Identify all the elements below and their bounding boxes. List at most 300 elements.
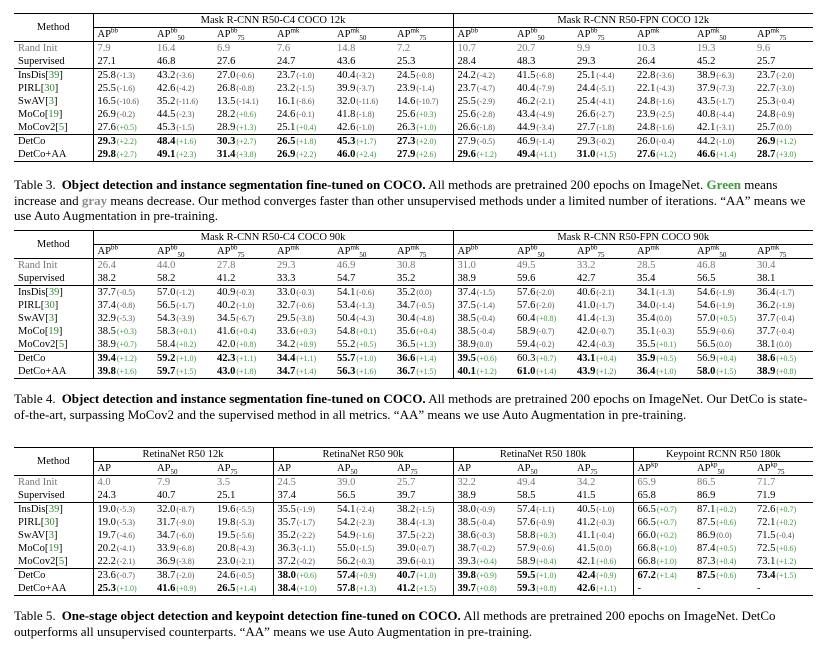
cell-value: 24.6 bbox=[217, 570, 236, 581]
cell-value: 43.6 bbox=[337, 56, 356, 67]
table-cell bbox=[693, 516, 753, 529]
cell-value: 55.7 bbox=[337, 353, 356, 364]
table-cell bbox=[753, 82, 813, 95]
cell-value: 73.4 bbox=[757, 570, 776, 581]
cell-value: 38.5 bbox=[457, 517, 476, 528]
cell-delta: (+1.8) bbox=[296, 137, 317, 146]
cell-delta: (+1.1) bbox=[296, 354, 317, 363]
cell-value: 34.1 bbox=[637, 287, 656, 298]
cell-value: 28.7 bbox=[757, 149, 776, 160]
table-cell bbox=[213, 82, 273, 95]
cell-delta: (-9.0) bbox=[176, 518, 195, 527]
citation-ref: 19 bbox=[48, 326, 59, 337]
table-cell bbox=[393, 299, 453, 312]
citation-ref: 30 bbox=[44, 517, 55, 528]
caption-text: means decrease. Our method converges faster than other unsupervised methods under a limited number of iterations. “AA” means we use Auto Augmentation in pre-training. bbox=[14, 192, 806, 223]
cell-value: 38.6 bbox=[757, 353, 776, 364]
cell-delta: (-4.9) bbox=[536, 110, 555, 119]
cell-delta: (-1.3) bbox=[416, 518, 435, 527]
cell-value: 35.4 bbox=[637, 313, 656, 324]
cell-value: - bbox=[697, 583, 701, 594]
cell-delta: (+1.0) bbox=[176, 354, 197, 363]
cell-value: 26.6 bbox=[457, 122, 476, 133]
table-cell bbox=[633, 338, 693, 352]
table-cell bbox=[693, 299, 753, 312]
method-name: SwAV[3] bbox=[18, 96, 58, 107]
table-cell bbox=[753, 121, 813, 135]
cell-value: 41.4 bbox=[577, 313, 596, 324]
table-cell bbox=[573, 259, 633, 273]
cell-delta: (+0.8) bbox=[536, 314, 557, 323]
cell-value: 40.2 bbox=[217, 300, 236, 311]
cell-delta: (-1.7) bbox=[296, 518, 315, 527]
metric-header: $AP^{bb}_{50}$ bbox=[513, 28, 573, 42]
cell-delta: (-1.5) bbox=[296, 84, 315, 93]
cell-value: 23.2 bbox=[277, 83, 296, 94]
cell-value: 49.1 bbox=[157, 149, 176, 160]
method-name: MoCo[19] bbox=[18, 326, 63, 337]
cell-delta: (-0.4) bbox=[776, 531, 795, 540]
table-cell bbox=[753, 42, 813, 56]
table-cell bbox=[273, 42, 333, 56]
table-row bbox=[14, 55, 813, 69]
table-cell bbox=[573, 503, 633, 517]
cell-value: 35.1 bbox=[637, 326, 656, 337]
cell-delta: (-0.8) bbox=[416, 71, 435, 80]
group-title: RetinaNet R50 12k bbox=[142, 449, 224, 460]
cell-value: 65.8 bbox=[637, 490, 656, 501]
table-cell bbox=[513, 148, 573, 162]
table-cell bbox=[753, 325, 813, 338]
cell-delta: (+1.5) bbox=[596, 150, 617, 159]
table-cell bbox=[93, 352, 153, 366]
cell-delta: (-0.2) bbox=[116, 110, 135, 119]
cell-value: 37.4 bbox=[97, 300, 116, 311]
cell-delta: (+0.2) bbox=[716, 505, 737, 514]
cell-value: 42.4 bbox=[577, 339, 596, 350]
cell-value: 31.0 bbox=[457, 260, 476, 271]
table-cell bbox=[453, 121, 513, 135]
cell-value: 27.0 bbox=[217, 70, 236, 81]
cell-value: 72.5 bbox=[757, 543, 776, 554]
table-cell bbox=[93, 121, 153, 135]
cell-delta: (+0.6) bbox=[476, 354, 497, 363]
cell-value: 58.9 bbox=[517, 556, 536, 567]
metric-header: AP bbox=[93, 462, 153, 476]
cell-delta: (-4.3) bbox=[236, 544, 255, 553]
metric-header: $AP^{bb}$ bbox=[453, 245, 513, 259]
cell-value: 41.8 bbox=[337, 109, 356, 120]
cell-delta: (-1.9) bbox=[296, 505, 315, 514]
cell-value: 35.9 bbox=[637, 353, 656, 364]
cell-delta: (+0.5) bbox=[716, 544, 737, 553]
table-cell bbox=[273, 529, 333, 542]
cell-value: 38.4 bbox=[277, 583, 296, 594]
table-cell bbox=[753, 529, 813, 542]
table-cell bbox=[393, 95, 453, 108]
cell-delta: (-2.4) bbox=[356, 505, 375, 514]
table-cell bbox=[213, 286, 273, 300]
table-cell bbox=[753, 148, 813, 162]
cell-delta: (-1.3) bbox=[596, 314, 615, 323]
cell-delta: (-0.3) bbox=[236, 288, 255, 297]
table-cell bbox=[153, 95, 213, 108]
table-cell bbox=[393, 286, 453, 300]
cell-value: 30.4 bbox=[397, 313, 416, 324]
metric-header: $AP^{mk}_{50}$ bbox=[693, 245, 753, 259]
cell-delta: (-4.4) bbox=[596, 71, 615, 80]
cell-delta: (+0.5) bbox=[356, 340, 377, 349]
cell-value: 44.0 bbox=[157, 260, 176, 271]
table-cell bbox=[393, 325, 453, 338]
cell-value: 24.4 bbox=[577, 83, 596, 94]
cell-value: 39.8 bbox=[97, 366, 116, 377]
cell-value: 61.0 bbox=[517, 366, 536, 377]
metric-header: $AP^{kp}_{75}$ bbox=[753, 462, 813, 476]
table-cell bbox=[693, 489, 753, 503]
cell-delta: (-1.3) bbox=[356, 301, 375, 310]
cell-value: 6.9 bbox=[217, 43, 231, 54]
method-name: MoCov2[5] bbox=[18, 339, 68, 350]
table-cell bbox=[153, 555, 213, 569]
cell-value: 39.5 bbox=[457, 353, 476, 364]
cell-value: 45.2 bbox=[697, 56, 716, 67]
table-cell bbox=[633, 516, 693, 529]
table-row bbox=[14, 352, 813, 366]
caption-title: One-stage object detection and keypoint detection fine-tuned on COCO. bbox=[61, 608, 461, 623]
cell-value: 24.7 bbox=[277, 56, 296, 67]
table-cell bbox=[693, 325, 753, 338]
cell-value: 28.2 bbox=[217, 109, 236, 120]
cell-delta: (+0.5) bbox=[116, 123, 137, 132]
cell-value: 71.7 bbox=[757, 477, 776, 488]
table-cell bbox=[453, 69, 513, 83]
table-cell bbox=[693, 529, 753, 542]
metric-header: $AP^{mk}$ bbox=[633, 28, 693, 42]
table-cell bbox=[333, 55, 393, 69]
cell-delta: (-1.9) bbox=[716, 301, 735, 310]
group-title: Mask R-CNN R50-FPN COCO 12k bbox=[557, 15, 710, 26]
table-cell bbox=[213, 365, 273, 379]
table-cell bbox=[273, 503, 333, 517]
table-cell bbox=[573, 582, 633, 596]
table-cell bbox=[573, 365, 633, 379]
table-cell bbox=[453, 555, 513, 569]
table-cell bbox=[333, 108, 393, 121]
cell-value: 25.3 bbox=[757, 96, 776, 107]
group-header bbox=[93, 448, 273, 462]
cell-value: 27.8 bbox=[217, 260, 236, 271]
table-cell bbox=[753, 259, 813, 273]
cell-value: 39.7 bbox=[397, 490, 416, 501]
table-cell bbox=[633, 582, 693, 596]
table-cell bbox=[633, 503, 693, 517]
table-cell bbox=[453, 82, 513, 95]
cell-delta: (+0.5) bbox=[656, 354, 677, 363]
table-row bbox=[14, 108, 813, 121]
method-name: PIRL[30] bbox=[18, 83, 59, 94]
table-cell bbox=[273, 312, 333, 325]
cell-value: 60.3 bbox=[517, 353, 536, 364]
table-cell bbox=[693, 312, 753, 325]
table-cell bbox=[153, 69, 213, 83]
cell-delta: (-2.1) bbox=[116, 557, 135, 566]
cell-delta: (-0.8) bbox=[116, 301, 135, 310]
table-cell bbox=[453, 365, 513, 379]
table-cell bbox=[273, 542, 333, 555]
method-name: DetCo bbox=[14, 352, 93, 366]
cell-delta: (+1.2) bbox=[476, 150, 497, 159]
table-cell bbox=[273, 516, 333, 529]
cell-delta: (-2.1) bbox=[596, 288, 615, 297]
cell-value: 58.0 bbox=[697, 366, 716, 377]
cell-value: 36.5 bbox=[397, 339, 416, 350]
cell-delta: (+0.8) bbox=[536, 584, 557, 593]
cell-value: 19.8 bbox=[217, 517, 236, 528]
table-cell bbox=[753, 55, 813, 69]
cell-value: 35.2 bbox=[277, 530, 296, 541]
cell-value: 35.2 bbox=[157, 96, 176, 107]
cell-value: 29.3 bbox=[97, 136, 116, 147]
cell-value: 23.7 bbox=[457, 83, 476, 94]
table-cell bbox=[393, 365, 453, 379]
cell-value: 25.5 bbox=[97, 83, 116, 94]
cell-delta: (-0.7) bbox=[416, 544, 435, 553]
metric-header: $AP_{50}$ bbox=[153, 462, 213, 476]
cell-value: 22.2 bbox=[97, 556, 116, 567]
table-cell bbox=[633, 476, 693, 490]
cell-delta: (+1.6) bbox=[356, 367, 377, 376]
table-cell bbox=[753, 286, 813, 300]
table-cell bbox=[513, 529, 573, 542]
cell-value: 29.3 bbox=[277, 260, 296, 271]
cell-value: 37.7 bbox=[757, 326, 776, 337]
cell-delta: (-2.1) bbox=[536, 97, 555, 106]
table-cell bbox=[93, 338, 153, 352]
table-row bbox=[14, 42, 813, 56]
citation-ref: 30 bbox=[44, 83, 55, 94]
cell-value: 39.9 bbox=[337, 83, 356, 94]
table-cell bbox=[513, 542, 573, 555]
cell-delta: (-1.6) bbox=[116, 84, 135, 93]
table-cell bbox=[753, 516, 813, 529]
cell-delta: (+0.9) bbox=[176, 584, 197, 593]
table-cell bbox=[273, 55, 333, 69]
method-name: MoCov2[5] bbox=[18, 122, 68, 133]
table-cell bbox=[93, 476, 153, 490]
table-cell bbox=[453, 286, 513, 300]
method-header: Method bbox=[14, 448, 93, 476]
table-cell bbox=[573, 476, 633, 490]
table-5 bbox=[14, 447, 813, 596]
method-name: MoCo[19] bbox=[18, 109, 63, 120]
cell-value: 24.6 bbox=[277, 109, 296, 120]
cell-delta: (-2.2) bbox=[296, 531, 315, 540]
method-name: PIRL[30] bbox=[18, 517, 59, 528]
cell-value: 27.6 bbox=[97, 122, 116, 133]
cell-value: 40.7 bbox=[157, 490, 176, 501]
cell-delta: (-3.6) bbox=[176, 71, 195, 80]
cell-value: 4.0 bbox=[97, 477, 111, 488]
cell-value: 23.7 bbox=[277, 70, 296, 81]
cell-delta: (+1.0) bbox=[356, 354, 377, 363]
cell-delta: (-1.0) bbox=[356, 123, 375, 132]
cell-delta: (+0.6) bbox=[236, 110, 257, 119]
cell-value: 42.6 bbox=[337, 122, 356, 133]
cell-value: 72.1 bbox=[757, 517, 776, 528]
table-cell bbox=[213, 272, 273, 286]
method-header: Method bbox=[14, 14, 93, 42]
cell-value: 38.2 bbox=[397, 504, 416, 515]
cell-delta: (+1.4) bbox=[296, 367, 317, 376]
cell-value: 37.4 bbox=[457, 287, 476, 298]
cell-value: 66.5 bbox=[637, 517, 656, 528]
cell-value: 56.5 bbox=[157, 300, 176, 311]
cell-delta: (-6.8) bbox=[536, 71, 555, 80]
cell-delta: (-0.5) bbox=[416, 301, 435, 310]
table-cell bbox=[573, 121, 633, 135]
table-cell bbox=[93, 582, 153, 596]
table-cell bbox=[153, 312, 213, 325]
method-name: SwAV[3] bbox=[18, 530, 58, 541]
table-cell bbox=[273, 489, 333, 503]
table-cell bbox=[693, 352, 753, 366]
cell-delta: (-0.4) bbox=[476, 314, 495, 323]
table-cell bbox=[633, 148, 693, 162]
header-group-row bbox=[14, 448, 813, 462]
cell-delta: (-2.9) bbox=[476, 97, 495, 106]
table-cell bbox=[153, 135, 213, 149]
cell-delta: (-4.3) bbox=[356, 314, 375, 323]
cell-value: 49.5 bbox=[517, 260, 536, 271]
table-cell bbox=[753, 503, 813, 517]
cell-delta: (+1.5) bbox=[776, 571, 797, 580]
cell-value: 38.6 bbox=[457, 530, 476, 541]
table-cell bbox=[273, 259, 333, 273]
cell-value: 32.0 bbox=[337, 96, 356, 107]
table-row bbox=[14, 582, 813, 596]
table-cell bbox=[693, 365, 753, 379]
cell-value: 59.5 bbox=[517, 570, 536, 581]
table-cell bbox=[513, 555, 573, 569]
cell-value: 19.0 bbox=[97, 517, 116, 528]
cell-value: 40.9 bbox=[217, 287, 236, 298]
cell-value: 25.8 bbox=[97, 70, 116, 81]
citation-ref: 3 bbox=[48, 96, 54, 107]
table-cell bbox=[273, 108, 333, 121]
cell-value: 38.4 bbox=[397, 517, 416, 528]
method-name: DetCo+AA bbox=[14, 365, 93, 379]
table-cell bbox=[513, 489, 573, 503]
table-cell bbox=[573, 489, 633, 503]
table-cell bbox=[453, 569, 513, 583]
caption-text: All methods are pretrained 200 epochs on ImageNet. bbox=[425, 177, 707, 192]
header-group-row bbox=[14, 14, 813, 28]
table-cell bbox=[693, 108, 753, 121]
cell-delta: (-2.8) bbox=[476, 110, 495, 119]
cell-value: 36.6 bbox=[397, 353, 416, 364]
cell-value: 36.9 bbox=[157, 556, 176, 567]
table-cell bbox=[333, 365, 393, 379]
table-cell bbox=[633, 489, 693, 503]
header-metric-row bbox=[14, 245, 813, 259]
cell-delta: (+2.3) bbox=[176, 150, 197, 159]
table-cell bbox=[393, 555, 453, 569]
table-cell bbox=[153, 569, 213, 583]
cell-value: 54.9 bbox=[337, 530, 356, 541]
metric-header: $AP^{mk}_{50}$ bbox=[333, 28, 393, 42]
cell-value: 26.4 bbox=[637, 56, 656, 67]
table-cell bbox=[693, 503, 753, 517]
method-name: DetCo+AA bbox=[14, 148, 93, 162]
cell-value: 20.2 bbox=[97, 543, 116, 554]
table-cell bbox=[153, 42, 213, 56]
cell-value: 25.1 bbox=[217, 490, 236, 501]
cell-delta: (+1.4) bbox=[236, 584, 257, 593]
table-cell bbox=[153, 55, 213, 69]
cell-value: 56.3 bbox=[337, 366, 356, 377]
cell-delta: (+3.8) bbox=[236, 150, 257, 159]
cell-value: 59.6 bbox=[517, 273, 536, 284]
group-title: Mask R-CNN R50-FPN COCO 90k bbox=[557, 232, 710, 243]
cell-value: 35.2 bbox=[397, 287, 416, 298]
table-cell bbox=[513, 338, 573, 352]
cell-delta: (+2.6) bbox=[416, 150, 437, 159]
cell-value: 22.8 bbox=[637, 70, 656, 81]
table-cell bbox=[633, 82, 693, 95]
table-cell bbox=[753, 365, 813, 379]
cell-value: 56.5 bbox=[697, 339, 716, 350]
cell-delta: (+1.3) bbox=[416, 340, 437, 349]
table-cell bbox=[453, 489, 513, 503]
cell-value: 53.4 bbox=[337, 300, 356, 311]
header-metric-row bbox=[14, 28, 813, 42]
cell-value: 58.9 bbox=[517, 326, 536, 337]
table-cell bbox=[633, 365, 693, 379]
cell-value: 7.9 bbox=[157, 477, 171, 488]
cell-value: 19.0 bbox=[97, 504, 116, 515]
cell-value: 87.1 bbox=[697, 504, 716, 515]
cell-value: 13.5 bbox=[217, 96, 236, 107]
cell-value: 54.1 bbox=[337, 287, 356, 298]
cell-value: 25.1 bbox=[277, 122, 296, 133]
cell-delta: (+2.4) bbox=[356, 150, 377, 159]
table-3 bbox=[14, 13, 813, 162]
table-cell bbox=[573, 69, 633, 83]
cell-value: 38.5 bbox=[457, 326, 476, 337]
cell-value: 38.9 bbox=[757, 366, 776, 377]
cell-value: 27.6 bbox=[217, 56, 236, 67]
cell-value: 42.1 bbox=[577, 556, 596, 567]
cell-delta: (+1.6) bbox=[116, 367, 137, 376]
cell-delta: (+0.9) bbox=[296, 340, 317, 349]
metric-header: $AP^{mk}_{50}$ bbox=[333, 245, 393, 259]
table-cell bbox=[333, 272, 393, 286]
cell-value: 86.5 bbox=[697, 477, 716, 488]
cell-delta: (+1.4) bbox=[716, 150, 737, 159]
table-cell bbox=[213, 569, 273, 583]
table-cell bbox=[693, 55, 753, 69]
table-cell bbox=[93, 503, 153, 517]
cell-value: 38.5 bbox=[457, 313, 476, 324]
cell-delta: (-0.3) bbox=[356, 557, 375, 566]
cell-value: 43.0 bbox=[217, 366, 236, 377]
table-cell bbox=[393, 69, 453, 83]
metric-header: $AP_{50}$ bbox=[513, 462, 573, 476]
cell-value: 40.7 bbox=[397, 570, 416, 581]
cell-value: 42.0 bbox=[577, 326, 596, 337]
metric-header: $AP^{bb}_{75}$ bbox=[213, 28, 273, 42]
